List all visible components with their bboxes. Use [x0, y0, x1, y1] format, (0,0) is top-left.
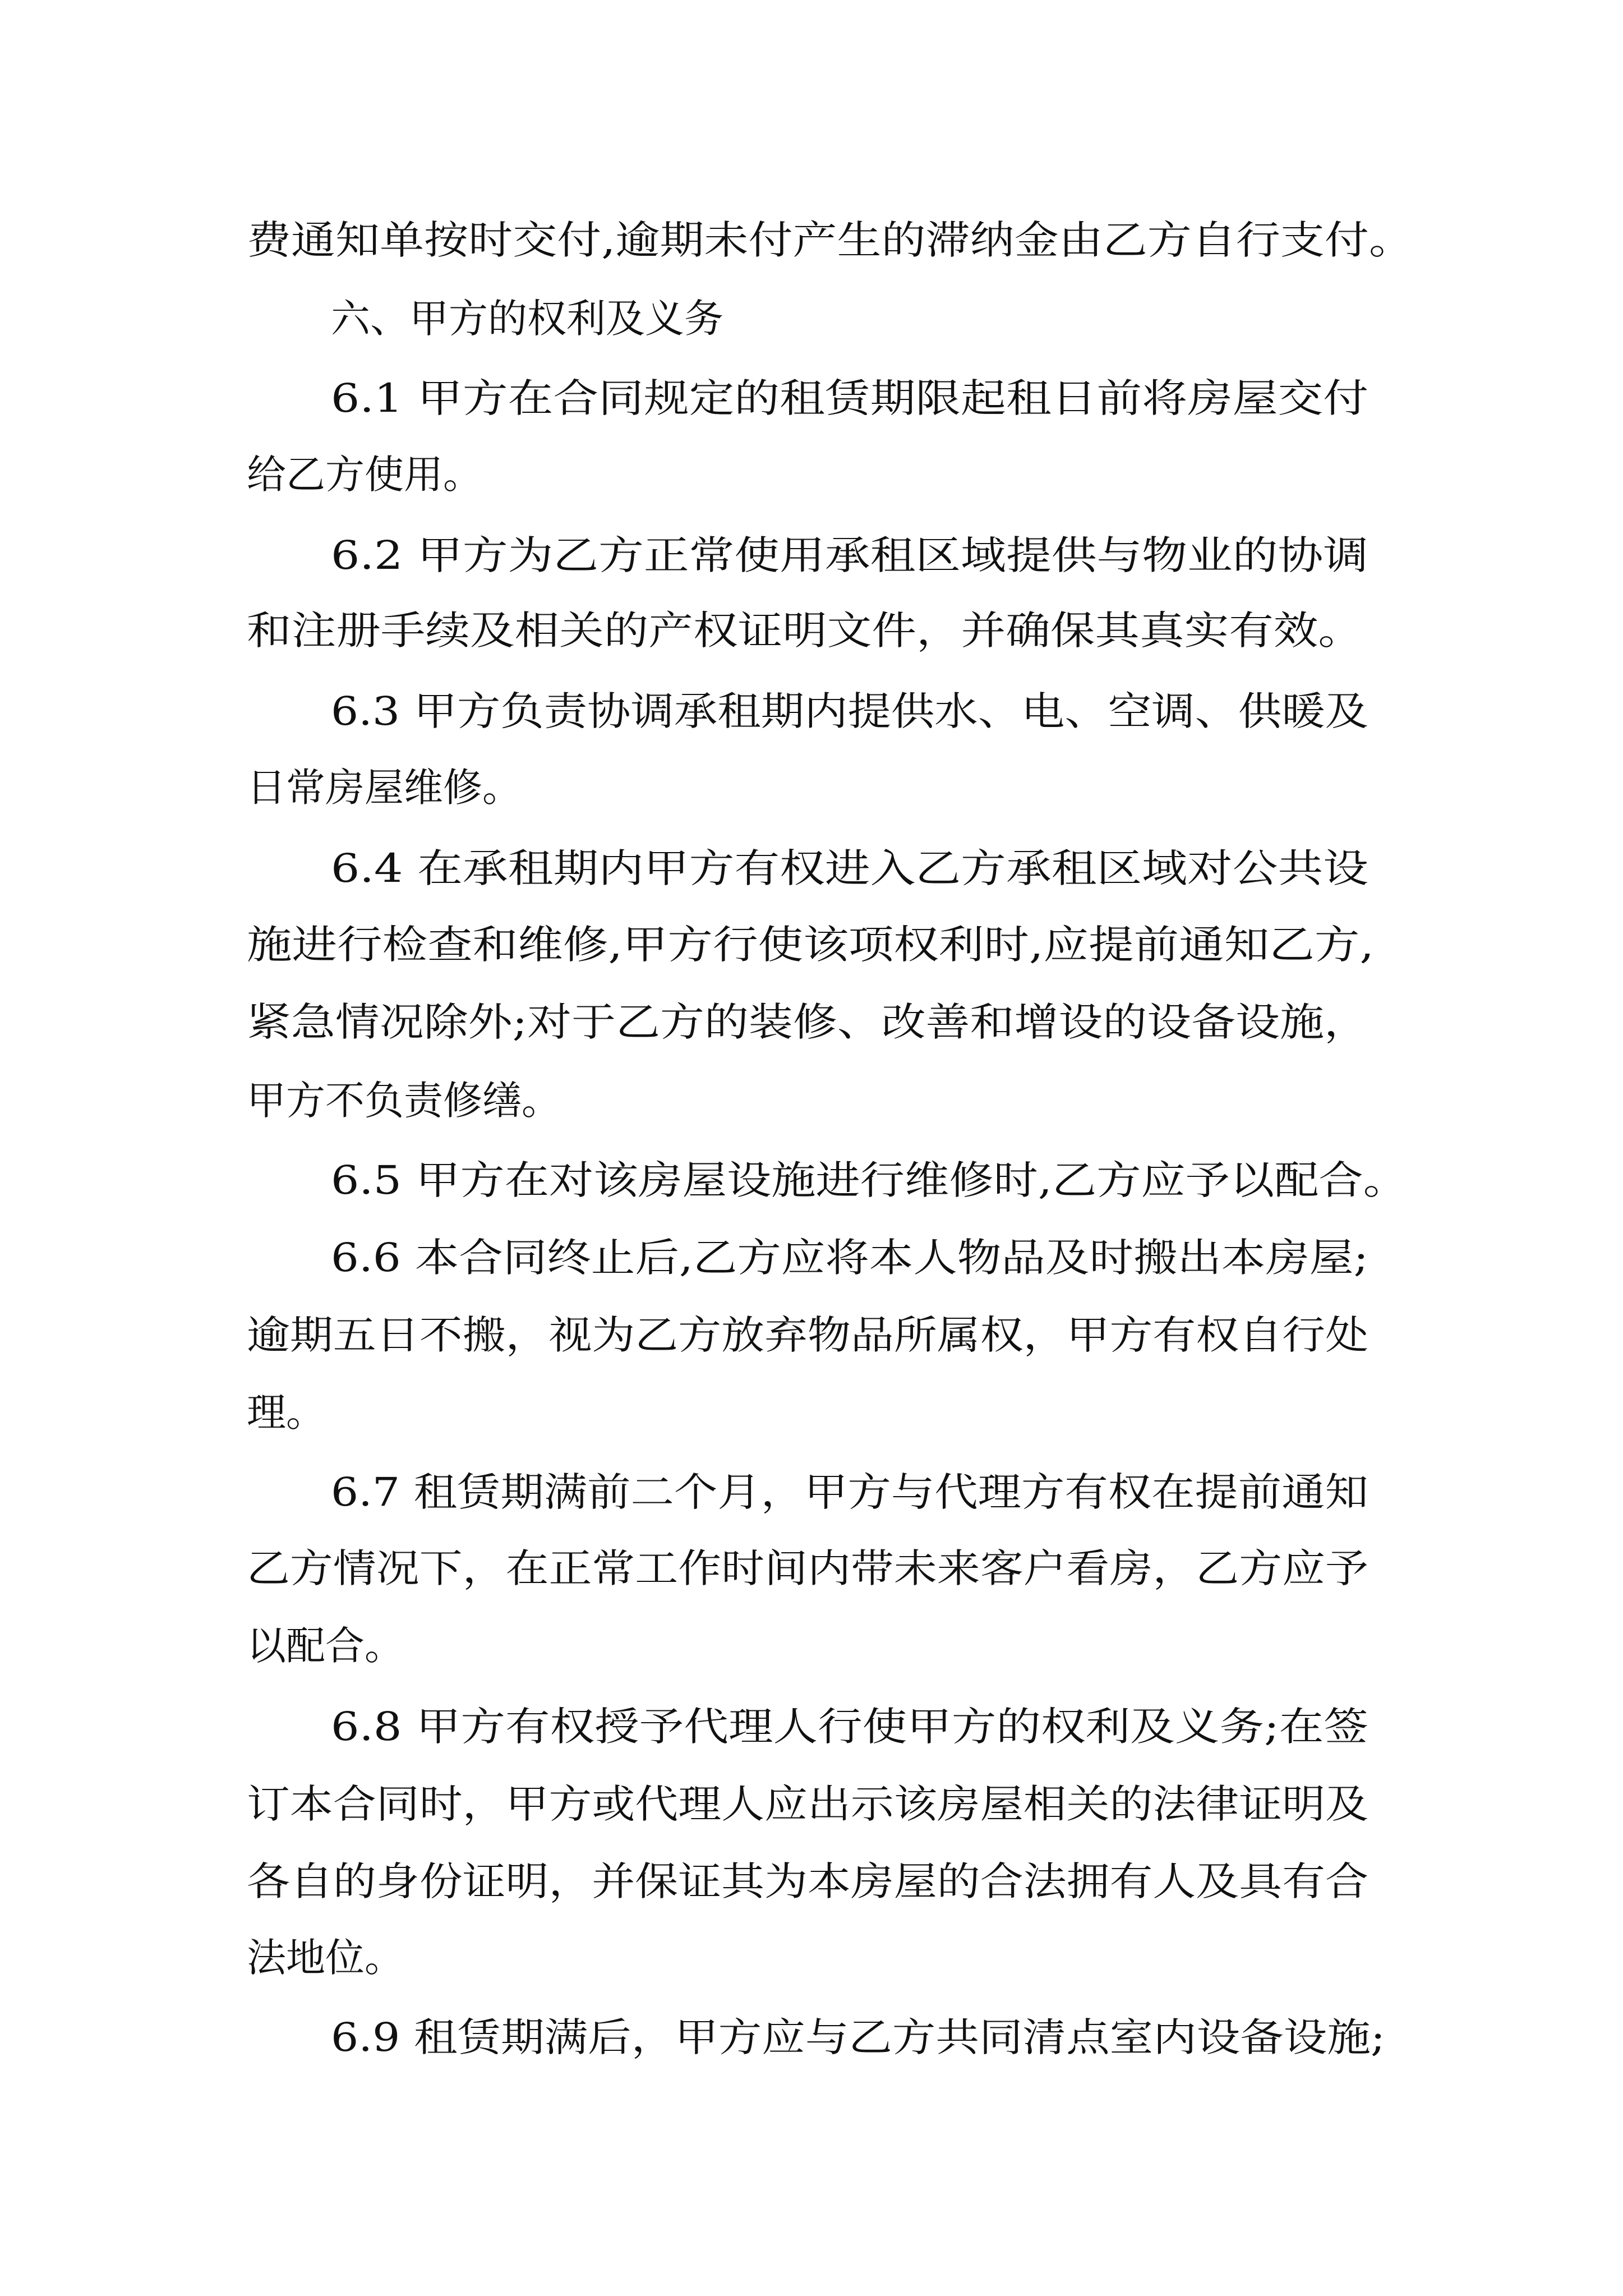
text-line: 6.1 甲方在合同规定的租赁期限起租日前将房屋交付 — [331, 375, 1368, 421]
text-line: 紧急情况除外;对于乙方的装修、改善和增设的设备设施， — [247, 999, 1368, 1045]
text-line: 乙方情况下，在正常工作时间内带未来客户看房，乙方应予 — [247, 1545, 1368, 1591]
text-line: 6.6 本合同终止后,乙方应将本人物品及时搬出本房屋; — [331, 1235, 1368, 1281]
text-line: 6.4 在承租期内甲方有权进入乙方承租区域对公共设 — [331, 845, 1368, 891]
text-line: 施进行检查和维修,甲方行使该项权利时,应提前通知乙方, — [247, 922, 1374, 968]
text-line: 各自的身份证明，并保证其为本房屋的合法拥有人及具有合 — [247, 1858, 1368, 1904]
text-line: 6.7 租赁期满前二个月，甲方与代理方有权在提前通知 — [331, 1469, 1368, 1515]
text-line: 给乙方使用。 — [247, 452, 482, 498]
text-line: 以配合。 — [247, 1623, 404, 1669]
text-line: 逾期五日不搬，视为乙方放弃物品所属权，甲方有权自行处 — [247, 1312, 1368, 1358]
text-line: 费通知单按时交付,逾期未付产生的滞纳金由乙方自行支付。 — [247, 217, 1413, 263]
text-line: 6.3 甲方负责协调承租期内提供水、电、空调、供暖及 — [331, 688, 1368, 734]
text-line: 理。 — [247, 1389, 325, 1435]
text-line: 法地位。 — [247, 1935, 404, 1981]
text-line: 6.5 甲方在对该房屋设施进行维修时,乙方应予以配合。 — [331, 1157, 1408, 1203]
text-line: 6.8 甲方有权授予代理人行使甲方的权利及义务;在签 — [331, 1704, 1368, 1750]
section-heading: 六、甲方的权利及义务 — [331, 296, 723, 342]
text-line: 甲方不负责修缮。 — [247, 1078, 561, 1124]
text-line: 日常房屋维修。 — [247, 765, 522, 811]
text-line: 订本合同时，甲方或代理人应出示该房屋相关的法律证明及 — [247, 1781, 1368, 1827]
text-line: 6.9 租赁期满后，甲方应与乙方共同清点室内设备设施; — [331, 2014, 1385, 2060]
text-line: 6.2 甲方为乙方正常使用承租区域提供与物业的协调 — [331, 532, 1368, 578]
text-line: 和注册手续及相关的产权证明文件，并确保其真实有效。 — [247, 608, 1363, 654]
